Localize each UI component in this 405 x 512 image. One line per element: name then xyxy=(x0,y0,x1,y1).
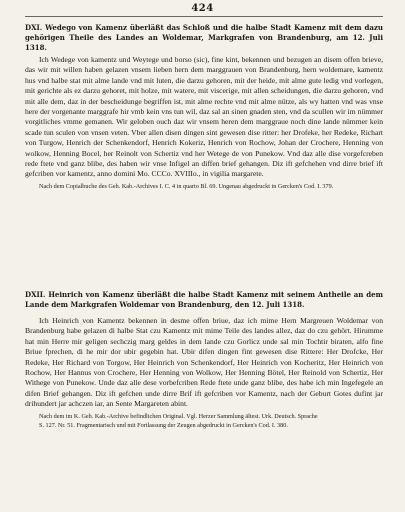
dxii-source-note-line1: Nach dem im K. Geh. Kab.-Archive befindlichen Original. Vgl. Herzer Sammlung ältest. Urk. Deutsch. Sprache xyxy=(39,412,318,420)
dxi-heading: DXI. Wedego von Kamenz überläßt das Schloß und die halbe Stadt Kamenz mit dem dazu gehörigen Theile des Landes an Woldemar, Markgrafen von Brandenburg, am 12. Juli 1318. xyxy=(25,23,383,52)
header-rule xyxy=(25,16,383,17)
dxii-body: Ich Heinrich von Kamentz bekennen in desme offen briue, daz ich mime Hern Margreuen Woldemar von Brandenburg habe gelazen di halbe Stat czu Kamentz mit mime Teile des landes allez, daz do czu gehört. Hirumme hat min Herre mir geligen sechczig marg geldes in dem lande czu Gorlicz unde sal min Tochtir biraten, alfo fine Briue fprechen, di he mir dor ubir gegebin hat. Ubir difen dingen fint gewesen dise Rittere: Her Drofcke, Her Redeke, Her Richard von Torgow, Her Heinrich von Schenkendorf, Her Heinrich von Kocheritz, Her Heinrich von Rochow, Her Hannus von Crochere, Her Henning von Wolkow, Her Henning Bötel, Her Reinold von Schertiz, Her Withege von Punekow. Unde daz alle dese vorbefcriben Rede ftete unde ganz blibe, des habe ich min Ingefegele an difen Brief gehangen. Diz ift gefchen unde dirre Brif ift gefcriben vor Kamentz, nach der Geburt Gotes dufint jar drihundert jar achczen iar, an Sente Margareten abint. xyxy=(25,316,383,409)
document-dxii xyxy=(25,290,383,430)
dxi-body: Ich Wedege von kamentz und Weytege und borso (sic), fine kint, bekennen und bezugen an disem offen brieve, das wir mit willen haben gelazen vnsem lieben hern dem marggrauen von Brandenburg, hern woldemare, kamentz hus vnd halbe stat mit alme lande vnd mit luten, die darzu gehoren, mit der heide, mit alme gute ledig vnd vorlegen, mit gerichte als ez darzu gehoret, mit holze, mit watere, mit viscerige, mit allen scheidungen, die darzu gehoren, vnd mit alle dem, daz in der bescheidunge begriffen ist, mit alme rechte vnd mit alme nütze, als wy hatten vnd was vnse here der vorgenante marggrafe hir vmb kein vns tun wil, daz sal an sinen gnaden sten, vnd da scullen wir im nümmer vorgitliches vmme gemanen. Wir geloben ouch daz wir vnsem heren dem marggraue noch dine lande nümmer kein scade tun sculen von vnsen veten. Vber allen disen dingen sint gewesen dise ritter: her Drofeke, her Redeke, Richart von Turgow, Henrich der Schenkendorf, Henrich Kokeriz, Henrich von Rochow, Johan der Crochere, Henning von wolkow, Henning Bocel, her Reinolt von Schertiz vnd her Wetege de von Punekow. Vnd daz alle dise vorgefcreben rede ftete vnd ganz blibe, des haben wir vnse Infigel an diffen brief gehangen. Diz ift gefchehen vnd dirre brief ift gefcriben vor kamentz, anno domini Mo. CCCo. XVIIIo., in vigilia margarete. xyxy=(25,55,383,179)
page-number: 424 xyxy=(191,3,214,14)
document-dxi xyxy=(25,23,383,191)
dxii-heading: DXII. Heinrich von Kamenz überläßt die halbe Stadt Kamenz mit seinem Antheile an dem Lande dem Markgrafen Woldemar von Brandenburg, den 12. Juli 1318. xyxy=(25,290,383,309)
dxi-source-note: Nach dem Copialbuche des Geh. Kab.-Archives I. C. 4 in quarto Bl. 69. Ungenau abgedruckt in Gercken's Cod. I. 379. xyxy=(39,182,334,190)
dxii-source-note-line2: S. 127. Nr. 51. Fragmentarisch und mit Fortlassung der Zeugen abgedruckt in Gercken's Cod. I. 380. xyxy=(39,421,288,429)
